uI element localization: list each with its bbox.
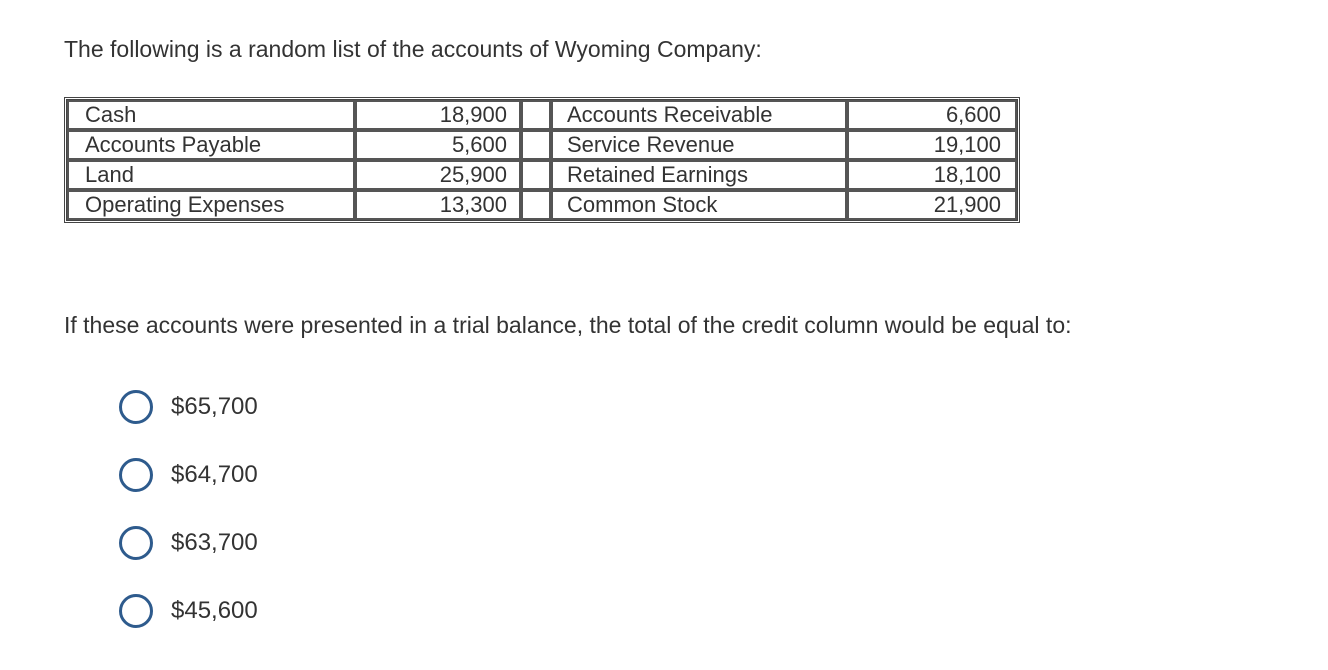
account-name-cell: Cash [67,100,355,130]
account-amount-cell: 21,900 [847,190,1017,220]
spacer-cell [521,160,551,190]
table-row [67,130,1017,160]
account-name-cell: Common Stock [551,190,847,220]
radio-button[interactable] [119,458,153,492]
answer-option-label[interactable]: $64,700 [171,461,258,488]
account-amount-cell: 5,600 [355,130,521,160]
accounts-table [64,97,1020,223]
table-row [67,160,1017,190]
radio-button[interactable] [119,594,153,628]
account-amount-cell: 6,600 [847,100,1017,130]
spacer-cell [521,190,551,220]
answer-option[interactable] [119,456,258,494]
account-amount-cell: 13,300 [355,190,521,220]
account-name-cell: Land [67,160,355,190]
intro-text: The following is a random list of the accounts of Wyoming Company: [64,36,762,62]
account-name-cell: Accounts Payable [67,130,355,160]
account-name-cell: Retained Earnings [551,160,847,190]
answer-option[interactable] [119,388,258,426]
account-amount-cell: 25,900 [355,160,521,190]
account-amount-cell: 18,100 [847,160,1017,190]
answer-option[interactable] [119,592,258,630]
account-name-cell: Operating Expenses [67,190,355,220]
account-name-cell: Accounts Receivable [551,100,847,130]
answer-option-label[interactable]: $45,600 [171,597,258,624]
answer-option[interactable] [119,524,258,562]
spacer-cell [521,100,551,130]
spacer-cell [521,130,551,160]
account-name-cell: Service Revenue [551,130,847,160]
table-row [67,190,1017,220]
account-amount-cell: 19,100 [847,130,1017,160]
table-row [67,100,1017,130]
radio-button[interactable] [119,390,153,424]
answer-option-label[interactable]: $65,700 [171,393,258,420]
account-amount-cell: 18,900 [355,100,521,130]
answer-option-label[interactable]: $63,700 [171,529,258,556]
answer-choices [119,388,258,660]
radio-button[interactable] [119,526,153,560]
question-text: If these accounts were presented in a trial balance, the total of the credit column would be equal to: [64,312,1072,338]
